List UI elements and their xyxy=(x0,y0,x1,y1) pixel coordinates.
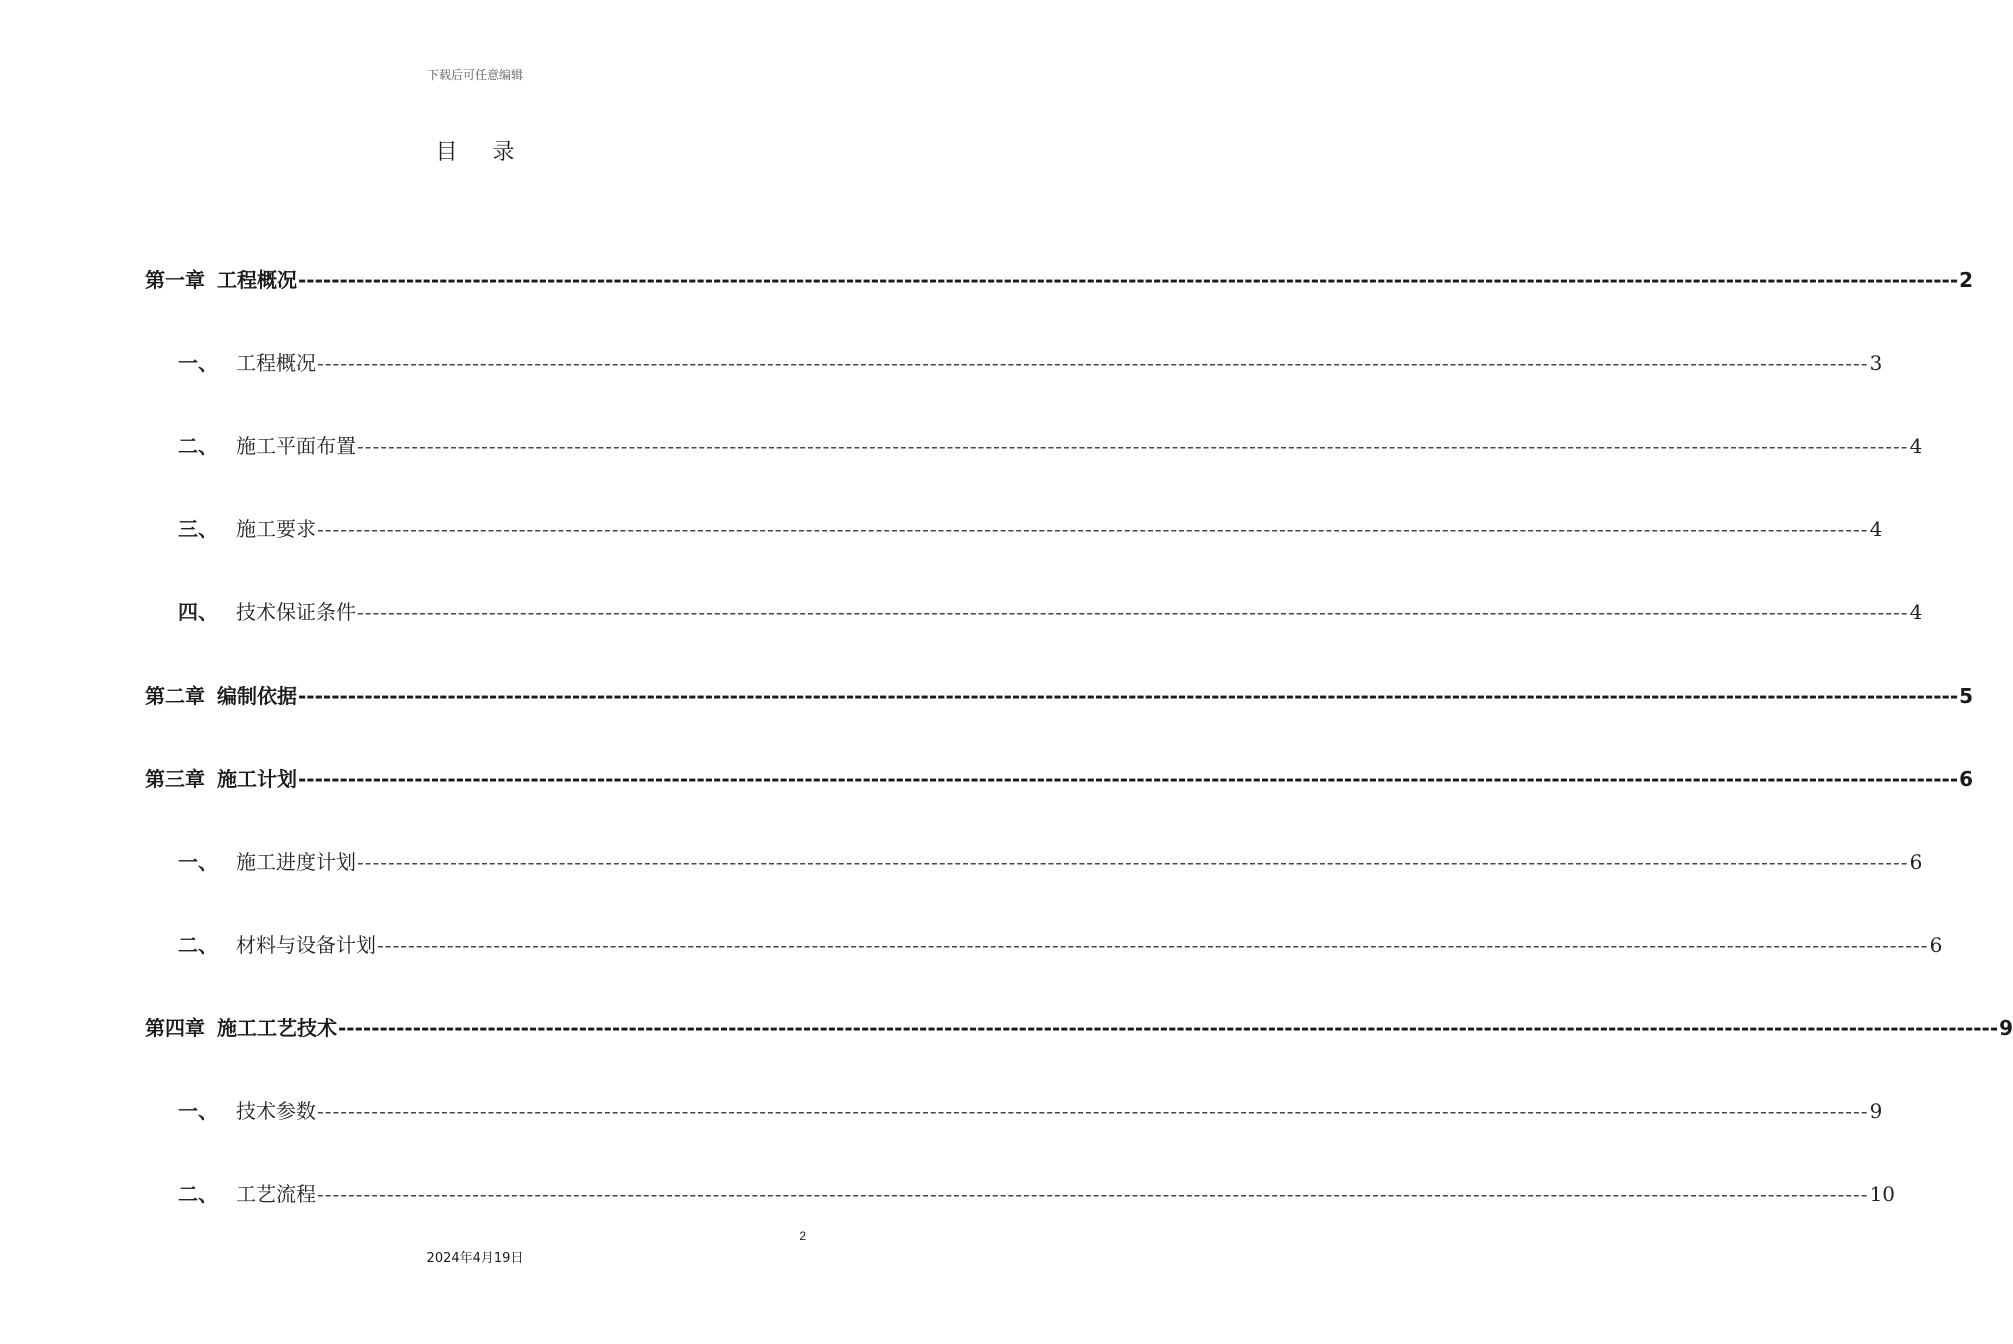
toc-entry[interactable] xyxy=(178,513,1883,542)
toc-page: 4 xyxy=(1909,600,1923,624)
toc-leader: -------------------------------------------------------------------------------------------------------------------------------------------------------------------------------------------------------- xyxy=(317,1099,1869,1123)
toc-entry[interactable] xyxy=(178,596,1923,625)
toc-number: 第一章 xyxy=(145,268,205,292)
toc-page: 3 xyxy=(1869,351,1883,375)
toc-number: 二、 xyxy=(178,933,218,957)
toc-label: 技术参数 xyxy=(236,1099,316,1123)
toc-entry[interactable] xyxy=(178,846,1923,875)
toc-page: 6 xyxy=(1909,850,1923,874)
toc-entry[interactable] xyxy=(145,264,1974,293)
toc-page: 5 xyxy=(1959,684,1974,708)
toc-entry[interactable] xyxy=(145,680,1974,709)
toc-leader: -------------------------------------------------------------------------------------------------------------------------------------------------------------------------------------------------------- xyxy=(357,850,1909,874)
toc-label: 施工计划 xyxy=(217,767,297,791)
toc-entry[interactable] xyxy=(178,929,1943,958)
toc-number: 一、 xyxy=(178,351,218,375)
toc-page: 4 xyxy=(1869,517,1883,541)
toc-number: 二、 xyxy=(178,1182,218,1206)
toc-leader: -------------------------------------------------------------------------------------------------------------------------------------------------------------------------------------------------------- xyxy=(357,434,1909,458)
toc-leader: -------------------------------------------------------------------------------------------------------------------------------------------------------------------------------------------------------- xyxy=(317,351,1869,375)
toc-label: 技术保证条件 xyxy=(236,600,356,624)
toc-entry[interactable] xyxy=(178,1178,1896,1207)
toc-page: 9 xyxy=(1869,1099,1883,1123)
toc-label: 施工要求 xyxy=(236,517,316,541)
toc-page: 2 xyxy=(1959,268,1974,292)
toc-number: 第四章 xyxy=(145,1016,205,1040)
toc-label: 材料与设备计划 xyxy=(236,933,376,957)
toc-label: 施工工艺技术 xyxy=(217,1016,337,1040)
toc-entry[interactable] xyxy=(145,1012,2013,1041)
toc-entry[interactable] xyxy=(178,430,1923,459)
toc-leader: -------------------------------------------------------------------------------------------------------------------------------------------------------------------------------------------------------- xyxy=(317,517,1869,541)
toc-leader: -------------------------------------------------------------------------------------------------------------------------------------------------------------------------------------------------------- xyxy=(377,933,1929,957)
toc-page: 10 xyxy=(1869,1182,1896,1206)
toc-leader: -------------------------------------------------------------------------------------------------------------------------------------------------------------------------------------------------------- xyxy=(338,1016,1999,1040)
toc-page: 6 xyxy=(1959,767,1974,791)
toc-number: 二、 xyxy=(178,434,218,458)
toc-number: 第二章 xyxy=(145,684,205,708)
toc-number: 一、 xyxy=(178,1099,218,1123)
toc-label: 工艺流程 xyxy=(236,1182,316,1206)
header-note: 下载后可任意编辑 xyxy=(426,68,523,82)
toc-page: 6 xyxy=(1929,933,1943,957)
toc-leader: -------------------------------------------------------------------------------------------------------------------------------------------------------------------------------------------------------- xyxy=(317,1182,1869,1206)
toc-entry[interactable] xyxy=(178,1095,1883,1124)
page-title: 目 录 xyxy=(435,140,529,165)
toc-page: 4 xyxy=(1909,434,1923,458)
toc-label: 工程概况 xyxy=(236,351,316,375)
toc-label: 工程概况 xyxy=(217,268,297,292)
page-number: 2 xyxy=(799,1229,806,1243)
toc-label: 编制依据 xyxy=(217,684,297,708)
toc-entry[interactable] xyxy=(145,763,1974,792)
toc-number: 四、 xyxy=(178,600,218,624)
toc-leader: -------------------------------------------------------------------------------------------------------------------------------------------------------------------------------------------------------- xyxy=(357,600,1909,624)
toc-page: 9 xyxy=(1999,1016,2013,1040)
toc-label: 施工平面布置 xyxy=(236,434,356,458)
toc-number: 第三章 xyxy=(145,767,205,791)
toc-label: 施工进度计划 xyxy=(236,850,356,874)
toc-leader: -------------------------------------------------------------------------------------------------------------------------------------------------------------------------------------------------------- xyxy=(298,268,1959,292)
toc-leader: -------------------------------------------------------------------------------------------------------------------------------------------------------------------------------------------------------- xyxy=(298,767,1959,791)
toc-leader: -------------------------------------------------------------------------------------------------------------------------------------------------------------------------------------------------------- xyxy=(298,684,1959,708)
toc-number: 三、 xyxy=(178,517,218,541)
footer-date: 2024年4月19日 xyxy=(426,1251,524,1266)
toc-number: 一、 xyxy=(178,850,218,874)
toc-entry[interactable] xyxy=(178,347,1883,376)
